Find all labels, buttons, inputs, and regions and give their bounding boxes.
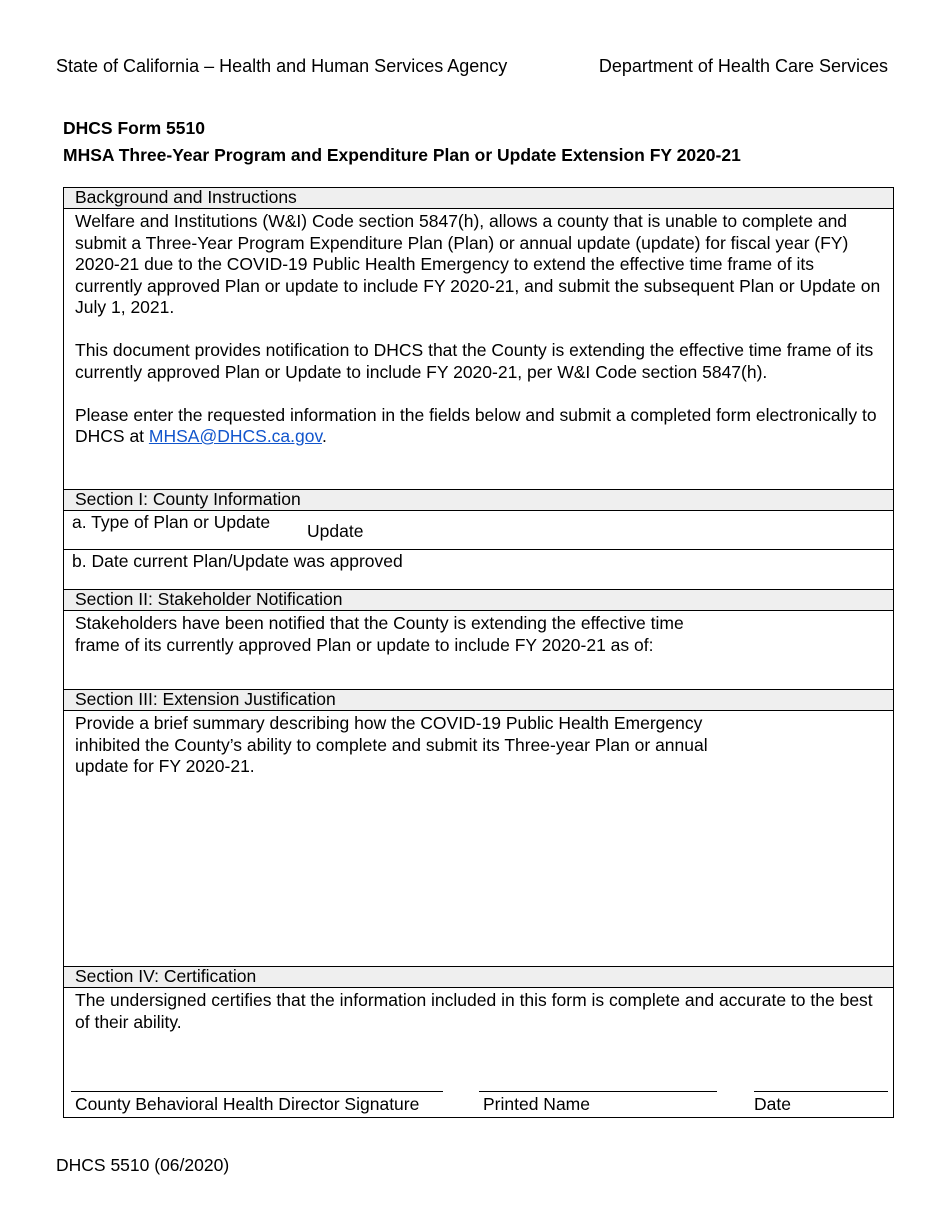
section4-heading: Section IV: Certification xyxy=(64,967,893,988)
background-heading: Background and Instructions xyxy=(64,188,893,209)
plan-type-field[interactable]: Update xyxy=(307,521,364,541)
background-body xyxy=(64,209,893,490)
section3-heading: Section III: Extension Justification xyxy=(64,690,893,711)
background-para-1: Welfare and Institutions (W&I) Code section 5847(h), allows a county that is unable to complete and submit a Three-Year Program Expenditure Plan (Plan) or annual update (update) for fiscal year (FY) 2020-21 due to the COVID-19 Public Health Emergency to extend the effective time frame of its currently approved Plan or update to include FY 2020-21, and submit the subsequent Plan or Update on July 1, 2021. xyxy=(75,211,881,317)
approval-date-row xyxy=(64,550,893,590)
printed-name-label: Printed Name xyxy=(483,1094,590,1114)
department-header: Department of Health Care Services xyxy=(598,56,888,76)
email-link[interactable]: MHSA@DHCS.ca.gov xyxy=(148,426,322,446)
signature-label: County Behavioral Health Director Signature xyxy=(75,1094,420,1114)
justification-field[interactable] xyxy=(64,711,893,967)
background-para-2: This document provides notification to DHCS that the County is extending the effective time frame of its currently approved Plan or Update to include FY 2020-21, per W&I Code section 5847(h). xyxy=(75,340,874,382)
background-para-3 xyxy=(75,405,882,448)
printed-name-line[interactable] xyxy=(479,1091,717,1092)
date-label: Date xyxy=(754,1094,791,1114)
date-line[interactable] xyxy=(754,1091,888,1092)
section2-heading: Section II: Stakeholder Notification xyxy=(64,590,893,611)
agency-header: State of California – Health and Human Services Agency xyxy=(56,56,508,76)
plan-type-row xyxy=(64,511,893,550)
stakeholder-field[interactable] xyxy=(64,611,893,690)
approval-date-label: b. Date current Plan/Update was approved xyxy=(72,551,403,571)
background-para-3-end: . xyxy=(321,426,327,446)
plan-type-label: a. Type of Plan or Update xyxy=(72,512,271,532)
background-para-3-text: Please enter the requested information in the fields below and submit a completed form electronically to DHCS at xyxy=(75,404,877,446)
certification-body xyxy=(64,988,893,1117)
certification-text: The undersigned certifies that the information included in this form is complete and accurate to the best of their ability. xyxy=(75,990,873,1032)
form-footer: DHCS 5510 (06/2020) xyxy=(56,1155,230,1175)
form-number: DHCS Form 5510 xyxy=(63,118,205,138)
signature-line[interactable] xyxy=(71,1091,443,1092)
form-table xyxy=(63,187,894,1118)
justification-text: Provide a brief summary describing how the COVID-19 Public Health Emergency inhibited the County’s ability to complete and submit its Three-year Plan or annual update for FY 2020-21. xyxy=(75,713,708,776)
form-title: MHSA Three-Year Program and Expenditure Plan or Update Extension FY 2020-21 xyxy=(63,145,741,165)
stakeholder-text: Stakeholders have been notified that the County is extending the effective time frame of its currently approved Plan or update to include FY 2020-21 as of: xyxy=(75,613,684,655)
section1-heading: Section I: County Information xyxy=(64,490,893,511)
